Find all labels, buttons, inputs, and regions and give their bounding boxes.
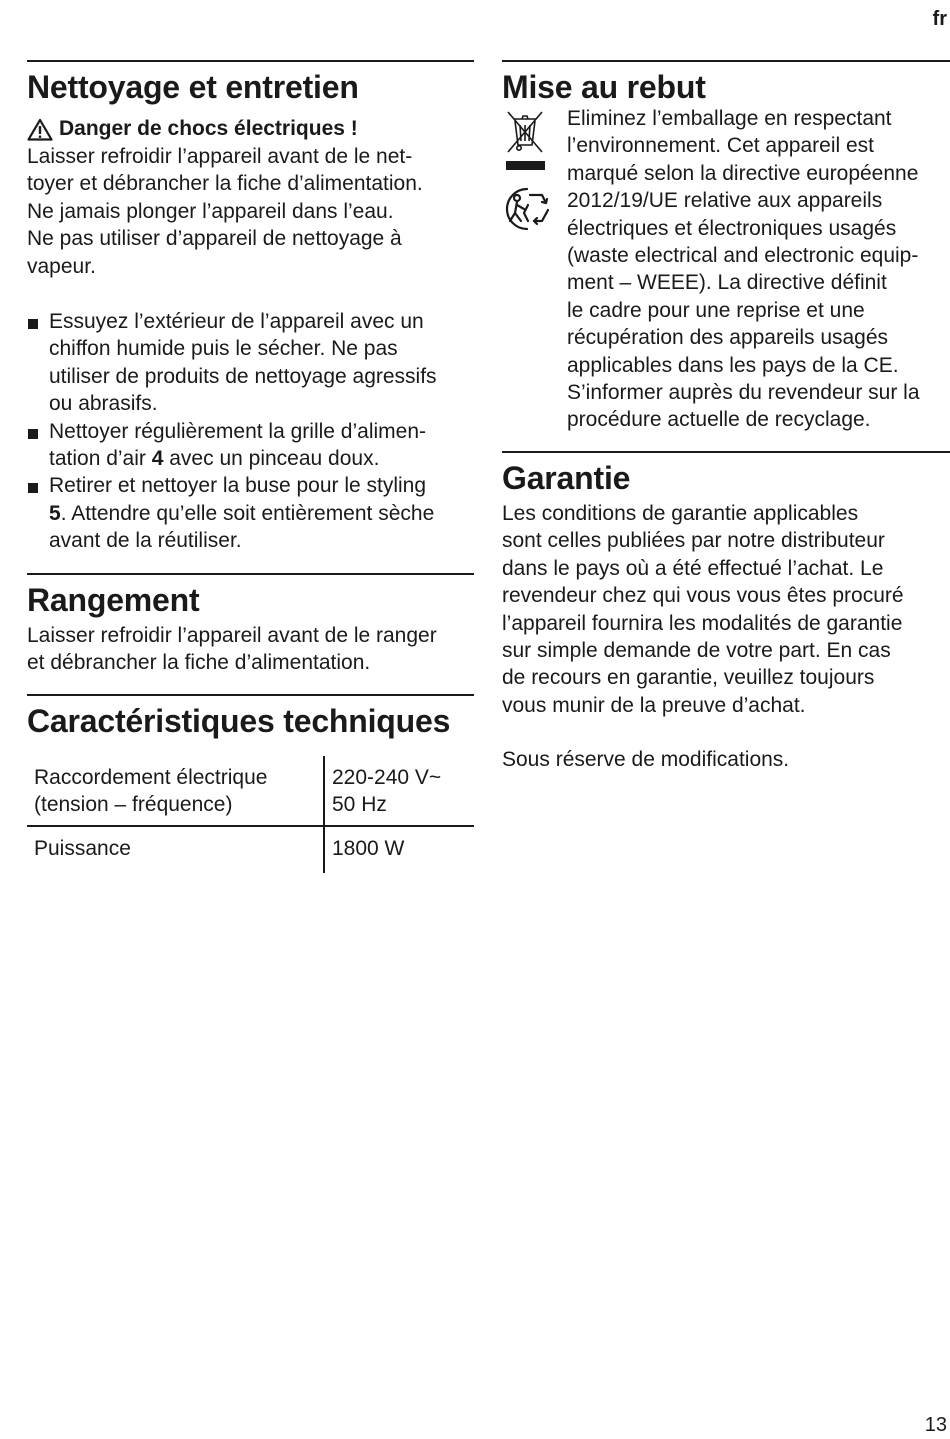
table-row: [27, 826, 474, 872]
language-code: fr: [932, 8, 947, 30]
section-nettoyage: [27, 60, 474, 555]
list-item: Essuyez l’extérieur de l’appareil avec un chiffon humide puis le sécher. Ne pas utiliser de produits de nettoyage agressifs ou abrasifs.: [27, 308, 474, 418]
crossed-bin-icon: [502, 107, 548, 155]
section-divider: [27, 694, 474, 696]
warning-title: Danger de chocs électriques !: [59, 117, 358, 140]
section-title-rangement: Rangement: [27, 581, 200, 618]
list-item: Retirer et nettoyer la buse pour le styling 5. Attendre qu’elle soit entièrement sèche avant de la réutiliser.: [27, 472, 474, 554]
section-divider: [27, 60, 474, 62]
weee-bar-icon: [506, 161, 545, 170]
warning-triangle-icon: [27, 118, 53, 141]
spec-label: Puissance: [27, 826, 324, 872]
section-caracteristiques: [27, 694, 474, 873]
warning-heading: [27, 115, 474, 143]
cleaning-instructions-list: [27, 308, 474, 555]
warning-text: Laisser refroidir l’appareil avant de le net- toyer et débrancher la fiche d’alimentation. Ne jamais plonger l’appareil dans l’eau. Ne pas utiliser d’appareil de nettoyage à vapeur.: [27, 145, 423, 278]
section-garantie: [502, 451, 950, 774]
disposal-text: Eliminez l’emballage en respectant l’environnement. Cet appareil est marqué selon la directive européenne 2012/19/UE relative aux appareils électriques et électroniques usagés (waste electrical and electronic equip- ment – WEEE). La directive définit le cadre pour une reprise et une récupération des appareils usagés applicables dans les pays de la CE. S’informer auprès du revendeur sur la procédure actuelle de recyclage.: [567, 107, 920, 432]
bullet-square-icon: [28, 319, 38, 329]
page-number: 13: [924, 1414, 947, 1436]
section-divider: [27, 573, 474, 575]
section-divider: [502, 451, 950, 453]
modifications-note: Sous réserve de modifications.: [502, 748, 790, 772]
section-divider: [502, 60, 950, 62]
spec-value: 1800 W: [332, 837, 405, 861]
disposal-text-block: [567, 105, 950, 434]
section-title-garantie: Garantie: [502, 459, 631, 496]
bullet-square-icon: [28, 429, 38, 439]
section-title-caracteristiques: Caractéristiques techniques: [27, 702, 451, 739]
section-rangement: [27, 573, 474, 677]
spec-value: 220-240 V~ 50 Hz: [324, 756, 474, 827]
section-title-mise-au-rebut: Mise au rebut: [502, 69, 706, 105]
disposal-block: [502, 105, 950, 434]
section-mise-au-rebut: [502, 60, 950, 434]
specifications-table: [27, 756, 474, 873]
garantie-text: Les conditions de garantie applicables sont celles publiées par notre distributeur dans le pays où a été effectué l’achat. Le revendeur chez qui vous vous êtes procuré l’appareil fournira les modalités de garantie sur simple demande de votre part. En cas de recours en garantie, veuillez toujours vous munir de la preuve d’achat.: [502, 501, 904, 717]
list-item: Nettoyer régulièrement la grille d’alimen- tation d’air 4 avec un pinceau doux.: [27, 418, 474, 473]
left-column: [27, 60, 474, 873]
right-column: [502, 60, 950, 774]
table-row: [27, 756, 474, 827]
disposal-icons: [502, 105, 567, 434]
bullet-square-icon: [28, 483, 38, 493]
spec-label: Raccordement électrique (tension – fréquence): [27, 756, 324, 827]
section-title-nettoyage: Nettoyage et entretien: [27, 69, 359, 105]
triman-recycling-icon: [502, 185, 552, 233]
rangement-text: Laisser refroidir l’appareil avant de le ranger et débrancher la fiche d’alimentation.: [27, 623, 437, 675]
